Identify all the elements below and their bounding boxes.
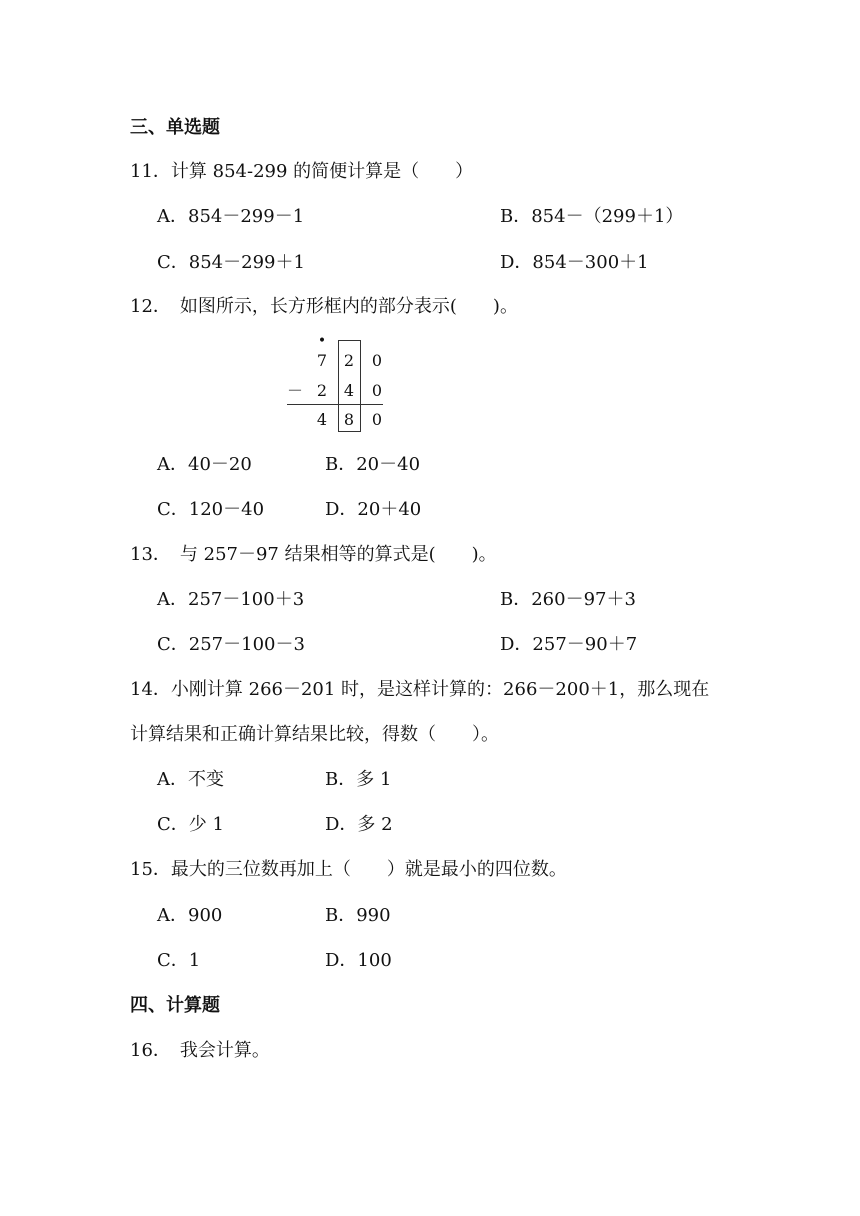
question-15-option-b[interactable]: B．990	[325, 905, 391, 926]
question-15-option-c[interactable]: C．1	[157, 950, 201, 971]
sum-rule-line	[287, 404, 383, 405]
minus-sign: －	[286, 381, 303, 400]
question-14-option-b[interactable]: B．多 1	[325, 769, 392, 790]
section-heading-single-choice: 三、单选题	[130, 117, 220, 138]
question-11-option-b[interactable]: B．854－（299＋1）	[500, 206, 684, 227]
question-11-option-c[interactable]: C．854－299＋1	[157, 252, 305, 273]
question-13-option-d[interactable]: D．257－90＋7	[500, 634, 638, 655]
minuend-hundreds-digit: 7	[316, 351, 328, 370]
minuend-ones-digit: 0	[371, 351, 383, 370]
difference-ones-digit: 0	[371, 410, 383, 429]
section-heading-calculation: 四、计算题	[130, 995, 220, 1016]
highlight-rectangle-frame	[338, 340, 361, 432]
subtrahend-tens-digit: 4	[343, 381, 355, 400]
subtrahend-hundreds-digit: 2	[316, 381, 328, 400]
question-13-option-c[interactable]: C．257－100－3	[157, 634, 305, 655]
borrow-dot-mark: •	[317, 333, 327, 349]
question-11-option-d[interactable]: D．854－300＋1	[500, 252, 649, 273]
question-14-option-a[interactable]: A．不变	[157, 769, 224, 790]
question-15-option-a[interactable]: A．900	[157, 905, 223, 926]
question-15-option-d[interactable]: D．100	[325, 950, 392, 971]
question-13-option-a[interactable]: A．257－100＋3	[157, 589, 305, 610]
question-12-option-c[interactable]: C．120－40	[157, 499, 265, 520]
difference-hundreds-digit: 4	[316, 410, 328, 429]
question-14-option-c[interactable]: C．少 1	[157, 814, 224, 835]
question-16-stem: 16． 我会计算。	[130, 1040, 270, 1061]
question-14-stem-line-2: 计算结果和正确计算结果比较，得数（ ）。	[130, 724, 499, 745]
vertical-subtraction-figure	[286, 333, 387, 436]
question-13-option-b[interactable]: B．260－97＋3	[500, 589, 636, 610]
question-11-option-a[interactable]: A．854－299－1	[157, 206, 305, 227]
question-14-option-d[interactable]: D．多 2	[325, 814, 393, 835]
question-13-stem: 13． 与 257－97 结果相等的算式是( )。	[130, 544, 497, 565]
difference-tens-digit: 8	[343, 410, 355, 429]
question-14-stem-line-1: 14．小刚计算 266－201 时，是这样计算的：266－200＋1，那么现在	[130, 679, 710, 700]
subtrahend-ones-digit: 0	[371, 381, 383, 400]
question-12-option-b[interactable]: B．20－40	[325, 454, 421, 475]
question-11-stem: 11．计算 854-299 的简便计算是（ ）	[130, 161, 474, 182]
question-12-stem: 12． 如图所示，长方形框内的部分表示( )。	[130, 296, 518, 317]
minuend-tens-digit: 2	[343, 351, 355, 370]
question-15-stem: 15．最大的三位数再加上（ ）就是最小的四位数。	[130, 859, 567, 880]
question-12-option-a[interactable]: A．40－20	[157, 454, 252, 475]
question-12-option-d[interactable]: D．20＋40	[325, 499, 422, 520]
